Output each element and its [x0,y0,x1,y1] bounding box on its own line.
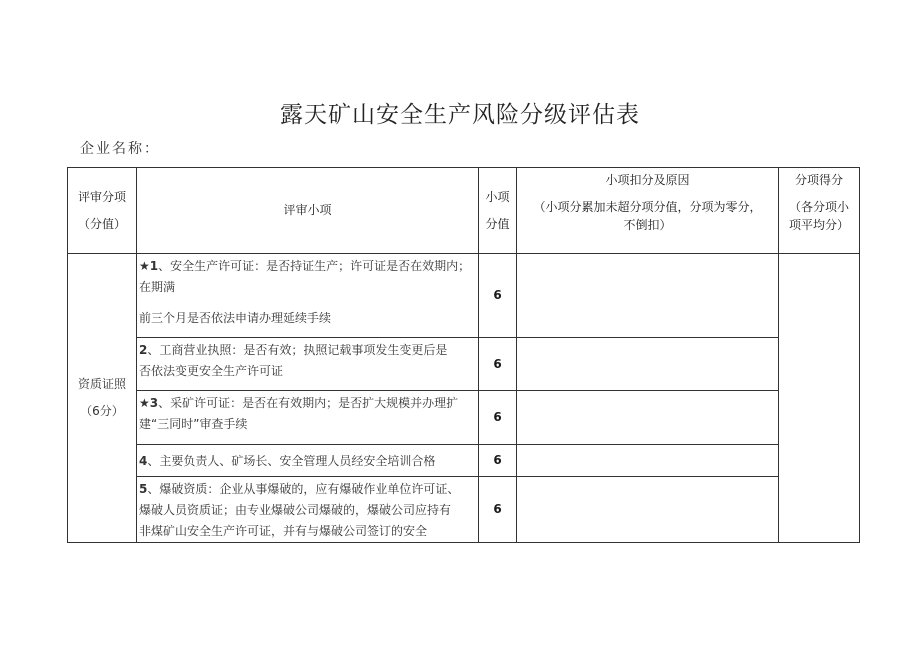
item-cell-2 [137,338,479,391]
item-5-score: 6 [479,477,517,543]
item-cell-4 [137,445,479,477]
table-row [68,445,860,477]
item-4-number: 4 [139,454,148,468]
header-section-score-line-1: 分项得分 [794,173,843,187]
item-cell-3 [137,391,479,445]
item-4-deduction [517,445,779,477]
item-2-deduction [517,338,779,391]
item-1-text-1: 、安全生产许可证：是否持证生产；许可证是否在效期内； [158,259,471,273]
item-2-number: 2 [139,343,148,357]
section-score-cell [779,254,860,543]
header-deduction [517,168,779,254]
item-2-score: 6 [479,338,517,391]
item-1-line-1 [139,256,476,277]
item-4-line-1 [139,451,476,472]
header-deduction-line-2: （小项分累加未超分项分值，分项为零分， [533,199,762,214]
header-deduction-line-1: 小项扣分及原因 [605,173,690,187]
item-5-number: 5 [139,482,148,496]
item-5-line-3: 非煤矿山安全生产许可证，并有与爆破公司签订的安全 [139,524,428,538]
item-4-text-1: 、主要负责人、矿场长、安全管理人员经安全培训合格 [147,454,436,468]
table-header-row [68,168,860,254]
table-row [68,391,860,445]
item-2-text-1: 、工商营业执照：是否有效；执照记载事项发生变更后是 [147,343,448,357]
table-row [68,477,860,543]
section-name: 资质证照 [77,377,126,392]
item-2-line-1 [139,340,476,361]
item-4-score: 6 [479,445,517,477]
section-category-cell [68,254,137,543]
item-cell-5 [137,477,479,543]
item-3-deduction [517,391,779,445]
item-5-deduction [517,477,779,543]
header-section-score [779,168,860,254]
item-cell-1 [137,254,479,338]
item-5-line-2: 爆破人员资质证；由专业爆破公司爆破的，爆破公司应持有 [139,503,452,517]
company-name-label: 企业名称： [80,141,160,157]
section-points: （6分） [80,404,124,418]
item-5-text-1: 、爆破资质：企业从事爆破的，应有爆破作业单位许可证、 [147,482,460,496]
item-1-number: ★1 [139,259,159,273]
item-1-line-2: 在期满 [139,280,176,294]
item-5-line-1 [139,479,476,500]
page-title: 露天矿山安全生产风险分级评估表 [280,102,640,128]
item-1-deduction [517,254,779,338]
item-3-number: ★3 [139,396,159,410]
header-item: 评审小项 [137,168,479,254]
assessment-table [67,167,860,543]
item-1-line-3: 前三个月是否依法申请办理延续手续 [139,311,332,325]
table-row [68,338,860,391]
item-2-line-2: 否依法变更安全生产许可证 [139,364,284,378]
header-deduction-line-3: 不倒扣） [623,218,672,233]
item-1-score: 6 [479,254,517,338]
item-3-text-1: 、采矿许可证：是否在有效期内；是否扩大规模并办理扩 [158,396,459,410]
header-item-score [479,168,517,254]
item-3-score: 6 [479,391,517,445]
header-section-score-line-3: 项平均分） [788,218,849,233]
header-category [68,168,137,254]
header-item-score-line-1: 小项 [485,189,510,204]
header-category-line-2: （分值） [77,216,126,231]
item-3-line-1 [139,393,476,414]
header-item-score-line-2: 分值 [485,216,510,231]
header-section-score-line-2: （各分项小 [788,199,849,214]
header-category-line-1: 评审分项 [77,189,126,204]
table-row [68,254,860,338]
item-3-line-2: 建“三同时”审查手续 [139,417,248,431]
